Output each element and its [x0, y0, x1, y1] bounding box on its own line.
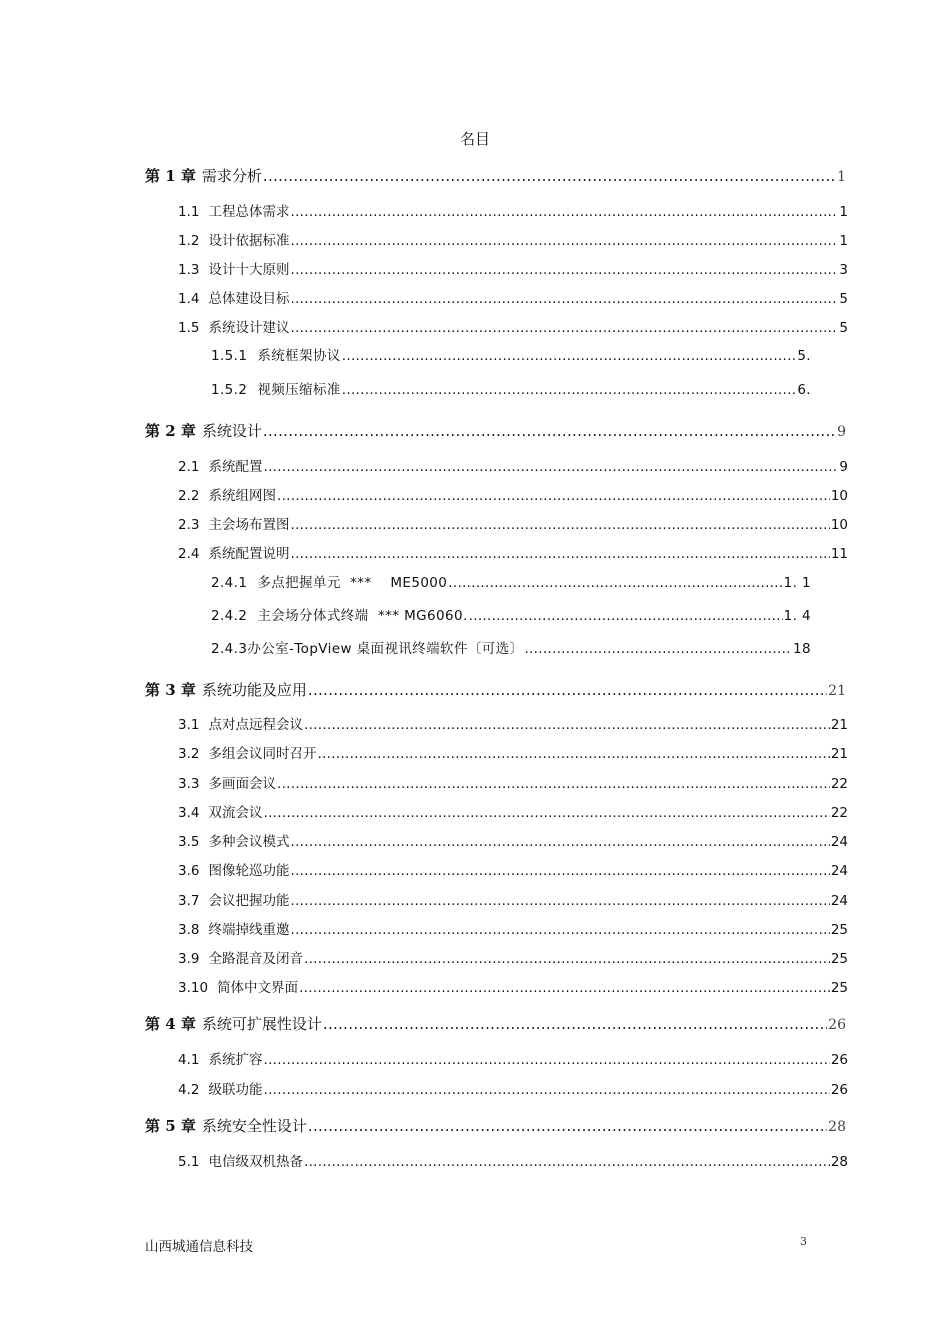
subsection-number: 2.4.2 — [211, 608, 248, 624]
section-number: 2.2 — [178, 488, 200, 504]
leader-dots — [308, 1117, 827, 1135]
toc-section-2-2[interactable] — [178, 484, 848, 504]
toc-section-1-4[interactable] — [178, 287, 848, 307]
leader-dots — [263, 422, 836, 440]
section-title: 多画面会议 — [208, 776, 276, 792]
leader-dots — [263, 459, 838, 475]
section-title: 系统组网图 — [208, 488, 276, 504]
page-number: 1. 1 — [783, 575, 811, 591]
chapter-label: 第 3 章 — [145, 681, 196, 699]
section-title: 设计依据标准 — [208, 233, 290, 249]
section-number: 3.10 — [178, 980, 209, 996]
toc-subsection-1-5-2[interactable] — [211, 378, 811, 398]
leader-dots — [290, 546, 829, 562]
subsection-title: 视频压缩标准 — [257, 382, 341, 398]
toc-chapter-1[interactable] — [145, 165, 846, 186]
leader-dots — [304, 951, 830, 967]
leader-dots — [304, 717, 830, 733]
page-number: 21 — [830, 717, 848, 733]
toc-section-4-2[interactable] — [178, 1078, 848, 1098]
section-title: 系统设计建议 — [208, 320, 290, 336]
section-number: 5.1 — [178, 1154, 200, 1170]
toc-chapter-3[interactable] — [145, 679, 846, 700]
subsection-title: 系统框架协议 — [257, 348, 341, 364]
leader-dots — [290, 262, 838, 278]
chapter-label: 第 5 章 — [145, 1117, 196, 1135]
section-number: 3.4 — [178, 805, 200, 821]
toc-chapter-2[interactable] — [145, 420, 846, 441]
chapter-title: 系统安全性设计 — [201, 1117, 307, 1135]
page-number: 1. 4 — [783, 608, 811, 624]
toc-section-4-1[interactable] — [178, 1048, 848, 1068]
toc-subsection-1-5-1[interactable] — [211, 344, 811, 364]
section-number: 4.2 — [178, 1082, 200, 1098]
toc-section-3-1[interactable] — [178, 713, 848, 733]
leader-dots — [290, 517, 829, 533]
leader-dots — [290, 863, 829, 879]
section-number: 1.3 — [178, 262, 200, 278]
subsection-number: 1.5.1 — [211, 348, 248, 364]
subsection-number: 1.5.2 — [211, 382, 248, 398]
page-number: 26 — [830, 1052, 848, 1068]
toc-subsection-2-4-1[interactable] — [211, 571, 811, 591]
page-number: 21 — [828, 683, 846, 699]
section-number: 2.4 — [178, 546, 200, 562]
section-title: 简体中文界面 — [217, 980, 299, 996]
section-title: 会议把握功能 — [208, 893, 290, 909]
toc-section-1-1[interactable] — [178, 200, 848, 220]
toc-chapter-4[interactable] — [145, 1013, 846, 1034]
page-number: 28 — [828, 1119, 846, 1135]
section-number: 3.1 — [178, 717, 200, 733]
leader-dots — [290, 291, 838, 307]
page-number: 10 — [830, 488, 848, 504]
page-number: 24 — [830, 893, 848, 909]
toc-chapter-5[interactable] — [145, 1115, 846, 1136]
leader-dots — [299, 980, 830, 996]
section-number: 2.3 — [178, 517, 200, 533]
footer-company: 山西城通信息科技 — [145, 1239, 253, 1255]
toc-section-3-2[interactable] — [178, 742, 848, 762]
leader-dots — [290, 233, 838, 249]
section-number: 4.1 — [178, 1052, 200, 1068]
leader-dots — [308, 681, 827, 699]
leader-dots — [304, 1154, 830, 1170]
leader-dots — [290, 922, 829, 938]
leader-dots — [342, 348, 797, 364]
chapter-label: 第 4 章 — [145, 1015, 196, 1033]
page-number: 25 — [830, 980, 848, 996]
page-number: 25 — [830, 922, 848, 938]
section-title: 级联功能 — [208, 1082, 263, 1098]
section-number: 2.1 — [178, 459, 200, 475]
section-number: 1.4 — [178, 291, 200, 307]
page-number: 22 — [830, 805, 848, 821]
section-number: 3.2 — [178, 746, 200, 762]
page-number: 5. — [797, 348, 811, 364]
toc-section-2-4[interactable] — [178, 542, 848, 562]
toc-section-3-5[interactable] — [178, 830, 848, 850]
page-number: 24 — [830, 834, 848, 850]
page-number: 9 — [839, 459, 848, 475]
section-title: 点对点远程会议 — [208, 717, 303, 733]
leader-dots — [290, 893, 829, 909]
toc-section-1-3[interactable] — [178, 258, 848, 278]
leader-dots — [342, 382, 797, 398]
section-title: 全路混音及闭音 — [208, 951, 303, 967]
section-title: 设计十大原则 — [208, 262, 290, 278]
section-number: 1.2 — [178, 233, 200, 249]
leader-dots — [263, 1082, 829, 1098]
toc-section-3-7[interactable] — [178, 889, 848, 909]
section-title: 终端掉线重邀 — [208, 922, 290, 938]
page-number: 11 — [830, 546, 848, 562]
chapter-title: 系统设计 — [201, 422, 262, 440]
section-title: 系统配置说明 — [208, 546, 290, 562]
leader-dots — [469, 608, 783, 624]
section-number: 3.9 — [178, 951, 200, 967]
leader-dots — [263, 1052, 829, 1068]
page-number: 3 — [839, 262, 848, 278]
page-number: 22 — [830, 776, 848, 792]
page-number: 18 — [793, 641, 811, 657]
leader-dots — [323, 1015, 827, 1033]
page-number: 6. — [797, 382, 811, 398]
section-number: 3.6 — [178, 863, 200, 879]
section-title: 主会场布置图 — [208, 517, 290, 533]
section-title: 工程总体需求 — [208, 204, 290, 220]
toc-section-3-10[interactable] — [178, 976, 848, 996]
toc-section-3-8[interactable] — [178, 918, 848, 938]
leader-dots — [277, 488, 830, 504]
section-title: 图像轮巡功能 — [208, 863, 290, 879]
subsection-title: 主会场分体式终端 *** MG6060. — [257, 608, 468, 624]
section-title: 系统扩容 — [208, 1052, 263, 1068]
section-number: 1.1 — [178, 204, 200, 220]
chapter-label: 第 1 章 — [145, 167, 196, 185]
section-number: 3.5 — [178, 834, 200, 850]
section-title: 双流会议 — [208, 805, 263, 821]
footer-page-number: 3 — [800, 1235, 807, 1248]
page-number: 28 — [830, 1154, 848, 1170]
toc-subsection-2-4-2[interactable] — [211, 604, 811, 624]
leader-dots — [277, 776, 830, 792]
page-number: 5 — [839, 291, 848, 307]
page-number: 1 — [839, 204, 848, 220]
page-number: 5 — [839, 320, 848, 336]
toc-section-3-4[interactable] — [178, 801, 848, 821]
section-number: 3.3 — [178, 776, 200, 792]
leader-dots — [448, 575, 782, 591]
leader-dots — [263, 167, 836, 185]
section-number: 3.7 — [178, 893, 200, 909]
toc-section-3-3[interactable] — [178, 772, 848, 792]
toc-subsection-2-4-3[interactable] — [211, 637, 811, 657]
section-number: 1.5 — [178, 320, 200, 336]
toc-section-2-3[interactable] — [178, 513, 848, 533]
page-number: 10 — [830, 517, 848, 533]
page-number: 26 — [828, 1017, 846, 1033]
page-number: 9 — [837, 424, 846, 440]
section-title: 电信级双机热备 — [208, 1154, 303, 1170]
page-title: 名目 — [459, 130, 490, 148]
section-title: 多组会议同时召开 — [208, 746, 317, 762]
toc-section-1-2[interactable] — [178, 229, 848, 249]
subsection-title: 多点把握单元 *** ME5000 — [257, 575, 448, 591]
subsection-title: 办公室-TopView 桌面视讯终端软件〔可选〕 — [247, 641, 524, 657]
page-number: 1 — [837, 169, 846, 185]
page-number: 26 — [830, 1082, 848, 1098]
section-title: 多种会议模式 — [208, 834, 290, 850]
chapter-title: 系统功能及应用 — [201, 681, 307, 699]
leader-dots — [290, 204, 838, 220]
toc-section-5-1[interactable] — [178, 1150, 848, 1170]
leader-dots — [263, 805, 829, 821]
toc-section-1-5[interactable] — [178, 316, 848, 336]
subsection-number: 2.4.1 — [211, 575, 248, 591]
toc-section-3-6[interactable] — [178, 859, 848, 879]
leader-dots — [524, 641, 792, 657]
page-number: 1 — [839, 233, 848, 249]
chapter-label: 第 2 章 — [145, 422, 196, 440]
section-title: 系统配置 — [208, 459, 263, 475]
page-number: 21 — [830, 746, 848, 762]
toc-section-2-1[interactable] — [178, 455, 848, 475]
leader-dots — [290, 834, 829, 850]
toc-section-3-9[interactable] — [178, 947, 848, 967]
section-number: 3.8 — [178, 922, 200, 938]
chapter-title: 系统可扩展性设计 — [201, 1015, 322, 1033]
page-number: 24 — [830, 863, 848, 879]
section-title: 总体建设目标 — [208, 291, 290, 307]
chapter-title: 需求分析 — [201, 167, 262, 185]
subsection-number: 2.4.3 — [211, 641, 248, 657]
leader-dots — [290, 320, 838, 336]
leader-dots — [317, 746, 829, 762]
page-number: 25 — [830, 951, 848, 967]
